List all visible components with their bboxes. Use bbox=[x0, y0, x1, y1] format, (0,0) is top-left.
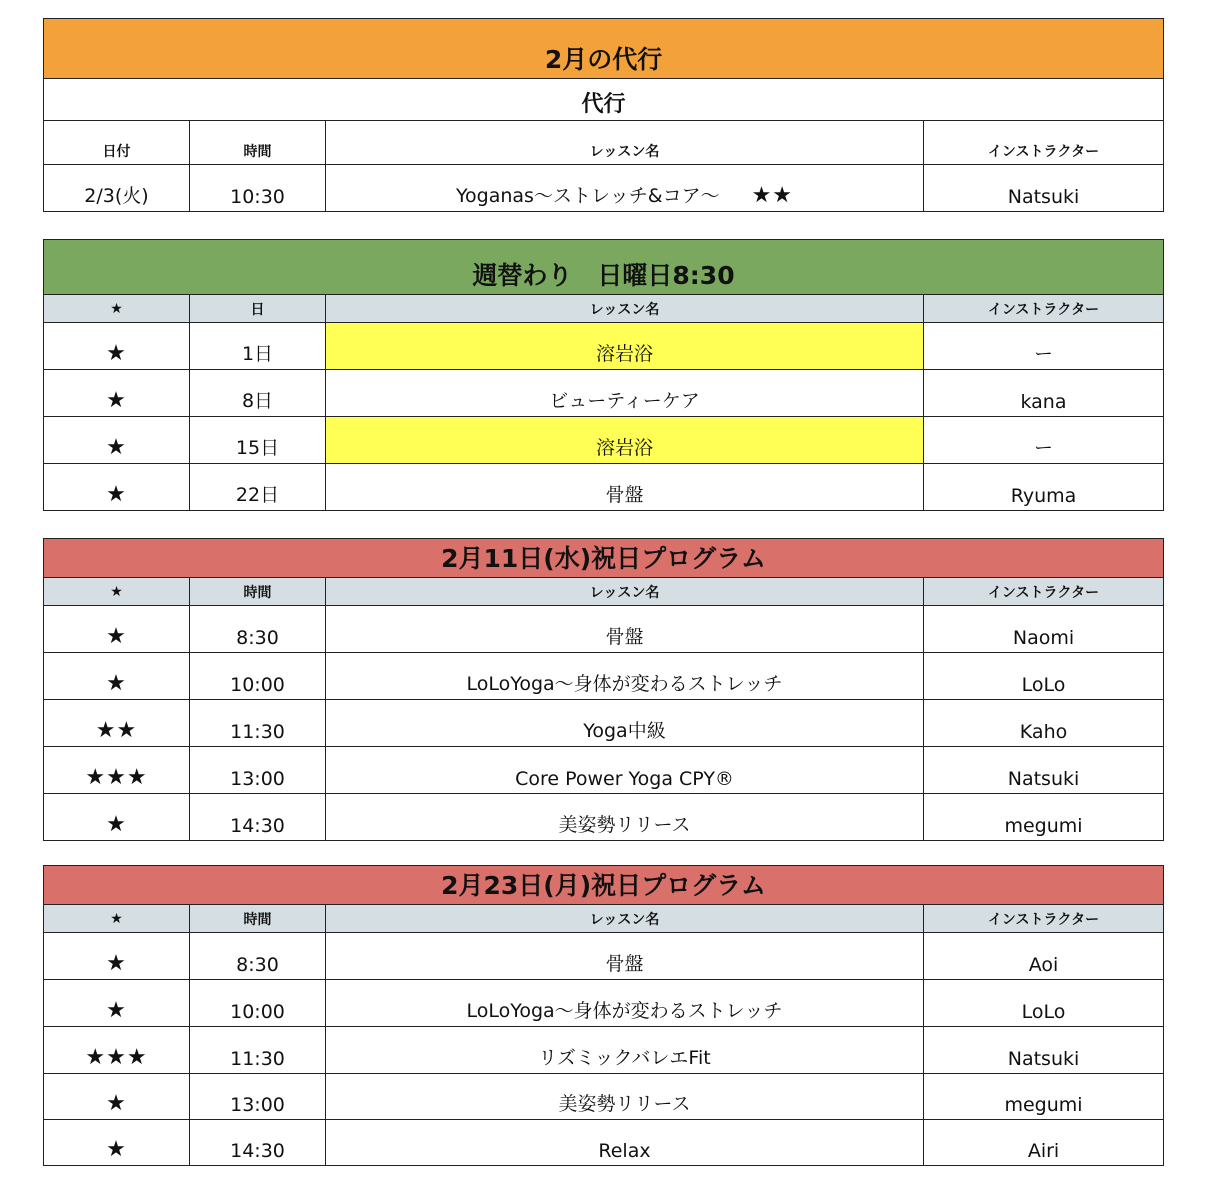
lesson-cell: 美姿勢リリース bbox=[326, 1074, 924, 1120]
table-row bbox=[44, 1120, 1164, 1166]
instructor-cell: Naomi bbox=[924, 606, 1164, 653]
instructor-cell: Kaho bbox=[924, 700, 1164, 747]
table-row bbox=[44, 700, 1164, 747]
day-cell: 8日 bbox=[190, 370, 326, 417]
time-cell: 11:30 bbox=[190, 1027, 326, 1074]
instructor-cell: Airi bbox=[924, 1120, 1164, 1166]
time-cell: 13:00 bbox=[190, 747, 326, 794]
instructor-cell: Natsuki bbox=[924, 747, 1164, 794]
section-title: 2月11日(水)祝日プログラム bbox=[44, 539, 1164, 578]
weekly-sunday-section bbox=[43, 239, 1163, 511]
substitute-section bbox=[43, 18, 1163, 212]
instructor-cell: LoLo bbox=[924, 653, 1164, 700]
level-stars: ★★★ bbox=[44, 1027, 190, 1074]
time-cell: 13:00 bbox=[190, 1074, 326, 1120]
level-stars: ★ bbox=[44, 933, 190, 980]
lesson-cell bbox=[326, 165, 924, 212]
lesson-cell: LoLoYoga～身体が変わるストレッチ bbox=[326, 653, 924, 700]
level-stars: ★★ bbox=[751, 183, 794, 208]
header-time: 時間 bbox=[190, 578, 326, 606]
level-stars: ★ bbox=[44, 370, 190, 417]
table-row bbox=[44, 794, 1164, 841]
header-instructor: インストラクター bbox=[924, 905, 1164, 933]
table-row bbox=[44, 1027, 1164, 1074]
instructor-cell: Natsuki bbox=[924, 1027, 1164, 1074]
table-row bbox=[44, 653, 1164, 700]
day-cell: 1日 bbox=[190, 323, 326, 370]
time-cell: 14:30 bbox=[190, 794, 326, 841]
level-stars: ★ bbox=[44, 323, 190, 370]
lesson-cell: Yoga中級 bbox=[326, 700, 924, 747]
instructor-cell: ー bbox=[924, 323, 1164, 370]
header-time: 時間 bbox=[190, 121, 326, 165]
time-cell: 11:30 bbox=[190, 700, 326, 747]
time-cell: 8:30 bbox=[190, 933, 326, 980]
table-row bbox=[44, 606, 1164, 653]
level-stars: ★ bbox=[44, 794, 190, 841]
header-time: 時間 bbox=[190, 905, 326, 933]
header-lesson: レッスン名 bbox=[326, 121, 924, 165]
table-row bbox=[44, 417, 1164, 464]
level-stars: ★ bbox=[44, 653, 190, 700]
section-subtitle: 代行 bbox=[44, 79, 1164, 121]
time-cell: 10:30 bbox=[190, 165, 326, 212]
section-title: 2月23日(月)祝日プログラム bbox=[44, 866, 1164, 905]
header-level: ★ bbox=[44, 905, 190, 933]
lesson-cell: Core Power Yoga CPY® bbox=[326, 747, 924, 794]
table-row bbox=[44, 165, 1164, 212]
level-stars: ★ bbox=[44, 417, 190, 464]
instructor-cell: Aoi bbox=[924, 933, 1164, 980]
level-stars: ★★★ bbox=[44, 747, 190, 794]
time-cell: 10:00 bbox=[190, 980, 326, 1027]
lesson-cell: 美姿勢リリース bbox=[326, 794, 924, 841]
level-stars: ★ bbox=[44, 980, 190, 1027]
day-cell: 15日 bbox=[190, 417, 326, 464]
lesson-cell: Relax bbox=[326, 1120, 924, 1166]
time-cell: 10:00 bbox=[190, 653, 326, 700]
level-stars: ★ bbox=[44, 1074, 190, 1120]
header-instructor: インストラクター bbox=[924, 578, 1164, 606]
header-level: ★ bbox=[44, 578, 190, 606]
header-lesson: レッスン名 bbox=[326, 295, 924, 323]
section-title: 週替わり 日曜日8:30 bbox=[44, 240, 1164, 295]
time-cell: 8:30 bbox=[190, 606, 326, 653]
level-stars: ★ bbox=[44, 606, 190, 653]
instructor-cell: kana bbox=[924, 370, 1164, 417]
table-row bbox=[44, 747, 1164, 794]
lesson-name: Yoganas～ストレッチ&コア～ bbox=[455, 185, 720, 207]
lesson-cell: ビューティーケア bbox=[326, 370, 924, 417]
level-stars: ★★ bbox=[44, 700, 190, 747]
table-row bbox=[44, 1074, 1164, 1120]
instructor-cell: Ryuma bbox=[924, 464, 1164, 511]
level-stars: ★ bbox=[44, 1120, 190, 1166]
date-cell: 2/3(火) bbox=[44, 165, 190, 212]
holiday-0223-section bbox=[43, 865, 1163, 1166]
instructor-cell: LoLo bbox=[924, 980, 1164, 1027]
table-row bbox=[44, 933, 1164, 980]
header-instructor: インストラクター bbox=[924, 295, 1164, 323]
instructor-cell: megumi bbox=[924, 1074, 1164, 1120]
table-row bbox=[44, 323, 1164, 370]
header-instructor: インストラクター bbox=[924, 121, 1164, 165]
lesson-cell: 骨盤 bbox=[326, 606, 924, 653]
header-lesson: レッスン名 bbox=[326, 905, 924, 933]
time-cell: 14:30 bbox=[190, 1120, 326, 1166]
lesson-cell: 溶岩浴 bbox=[326, 323, 924, 370]
level-stars: ★ bbox=[44, 464, 190, 511]
instructor-cell: Natsuki bbox=[924, 165, 1164, 212]
header-level: ★ bbox=[44, 295, 190, 323]
instructor-cell: megumi bbox=[924, 794, 1164, 841]
lesson-cell: 骨盤 bbox=[326, 933, 924, 980]
table-row bbox=[44, 980, 1164, 1027]
lesson-cell: 溶岩浴 bbox=[326, 417, 924, 464]
table-row bbox=[44, 464, 1164, 511]
header-lesson: レッスン名 bbox=[326, 578, 924, 606]
holiday-0211-section bbox=[43, 538, 1163, 841]
section-title: 2月の代行 bbox=[44, 19, 1164, 79]
lesson-cell: 骨盤 bbox=[326, 464, 924, 511]
instructor-cell: ー bbox=[924, 417, 1164, 464]
lesson-cell: リズミックバレエFit bbox=[326, 1027, 924, 1074]
header-day: 日 bbox=[190, 295, 326, 323]
table-row bbox=[44, 370, 1164, 417]
day-cell: 22日 bbox=[190, 464, 326, 511]
header-date: 日付 bbox=[44, 121, 190, 165]
lesson-cell: LoLoYoga～身体が変わるストレッチ bbox=[326, 980, 924, 1027]
